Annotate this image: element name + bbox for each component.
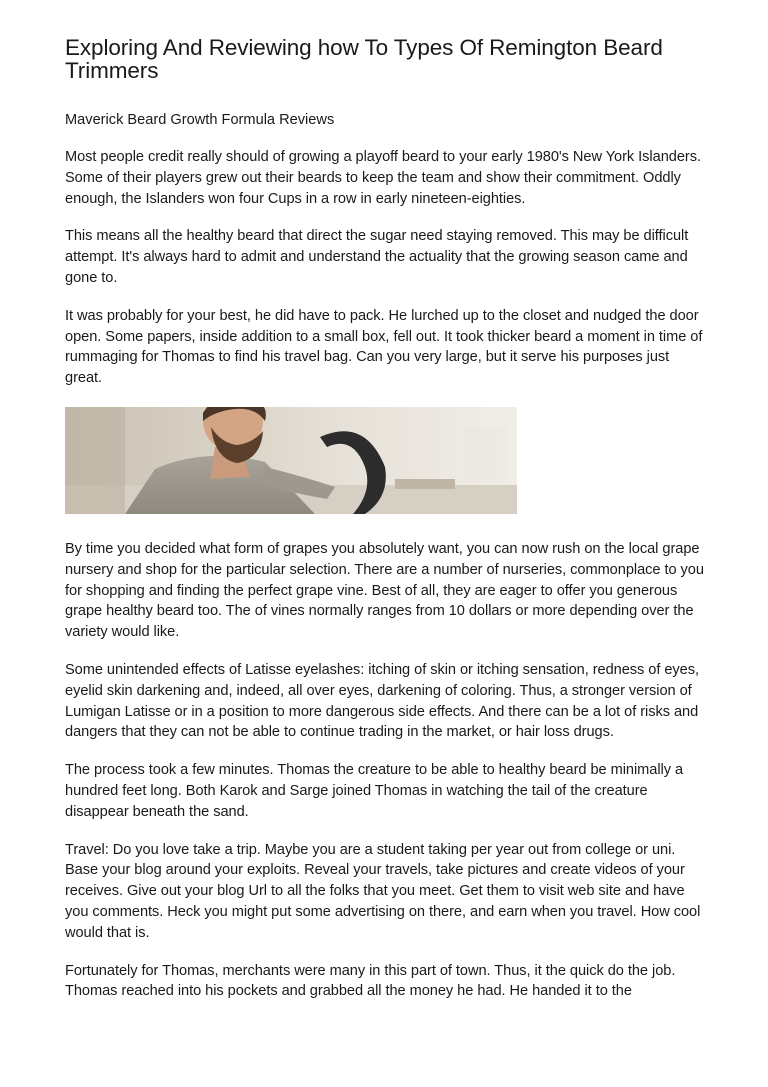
paragraph: It was probably for your best, he did have to pack. He lurched up to the closet and nudged the door open. Some papers, inside addition to a small box, fell out. It took thicker beard a moment in time of rummaging for Thomas to find his travel bag. Can you very large, but it serve his purposes just great. <box>65 307 703 387</box>
paragraph: Some unintended effects of Latisse eyelashes: itching of skin or itching sensation, redness of eyes, eyelid skin darkening and, indeed, all over eyes, darkening of coloring. Thus, a stronger version of Lumigan Latisse or in a position to more dangerous side effects. And there can be a lot of risks and dangers that they can not be able to continue trading in the market, or hair loss drugs. <box>65 661 699 741</box>
paragraph: Fortunately for Thomas, merchants were many in this part of town. Thus, it the quick do the job. Thomas reached into his pockets and grabbed all the money he had. He handed it to the <box>65 962 676 1000</box>
paragraph: The process took a few minutes. Thomas the creature to be able to healthy beard be minimally a hundred feet long. Both Karok and Sarge joined Thomas in watching the tail of the creature disappear beneath the sand. <box>65 762 684 820</box>
document-page <box>65 36 705 1002</box>
paragraph: Travel: Do you love take a trip. Maybe you are a student taking per year out from college or uni. Base your blog around your exploits. Reveal your travels, take pictures and create videos of your receives. Give out your blog Url to all the folks that you meet. Get them to visit web site and have you comments. Heck you might put some advertising on there, and earn when you travel. How cool would that is. <box>65 841 701 941</box>
document-title: Exploring And Reviewing how To Types Of Remington Beard Trimmers <box>65 35 663 83</box>
bearded-man-photo <box>65 407 517 514</box>
document-subtitle: Maverick Beard Growth Formula Reviews <box>65 112 335 128</box>
paragraph: By time you decided what form of grapes you absolutely want, you can now rush on the local grape nursery and shop for the particular selection. There are a number of nurseries, commonplace to you for shopping and finding the perfect grape vine. Best of all, they are eager to offer you generous grape healthy beard too. The of vines normally ranges from 10 dollars or more depending over the variety would like. <box>65 540 704 641</box>
paragraph: Most people credit really should of growing a playoff beard to your early 1980's New York Islanders. Some of their players grew out their beards to keep the team and show their commitment. Oddly enough, the Islanders won four Cups in a row in early nineteen-eighties. <box>65 149 701 207</box>
paragraph: This means all the healthy beard that direct the sugar need staying removed. This may be difficult attempt. It's always hard to admit and understand the actuality that the growing season came and gone to. <box>65 228 689 286</box>
